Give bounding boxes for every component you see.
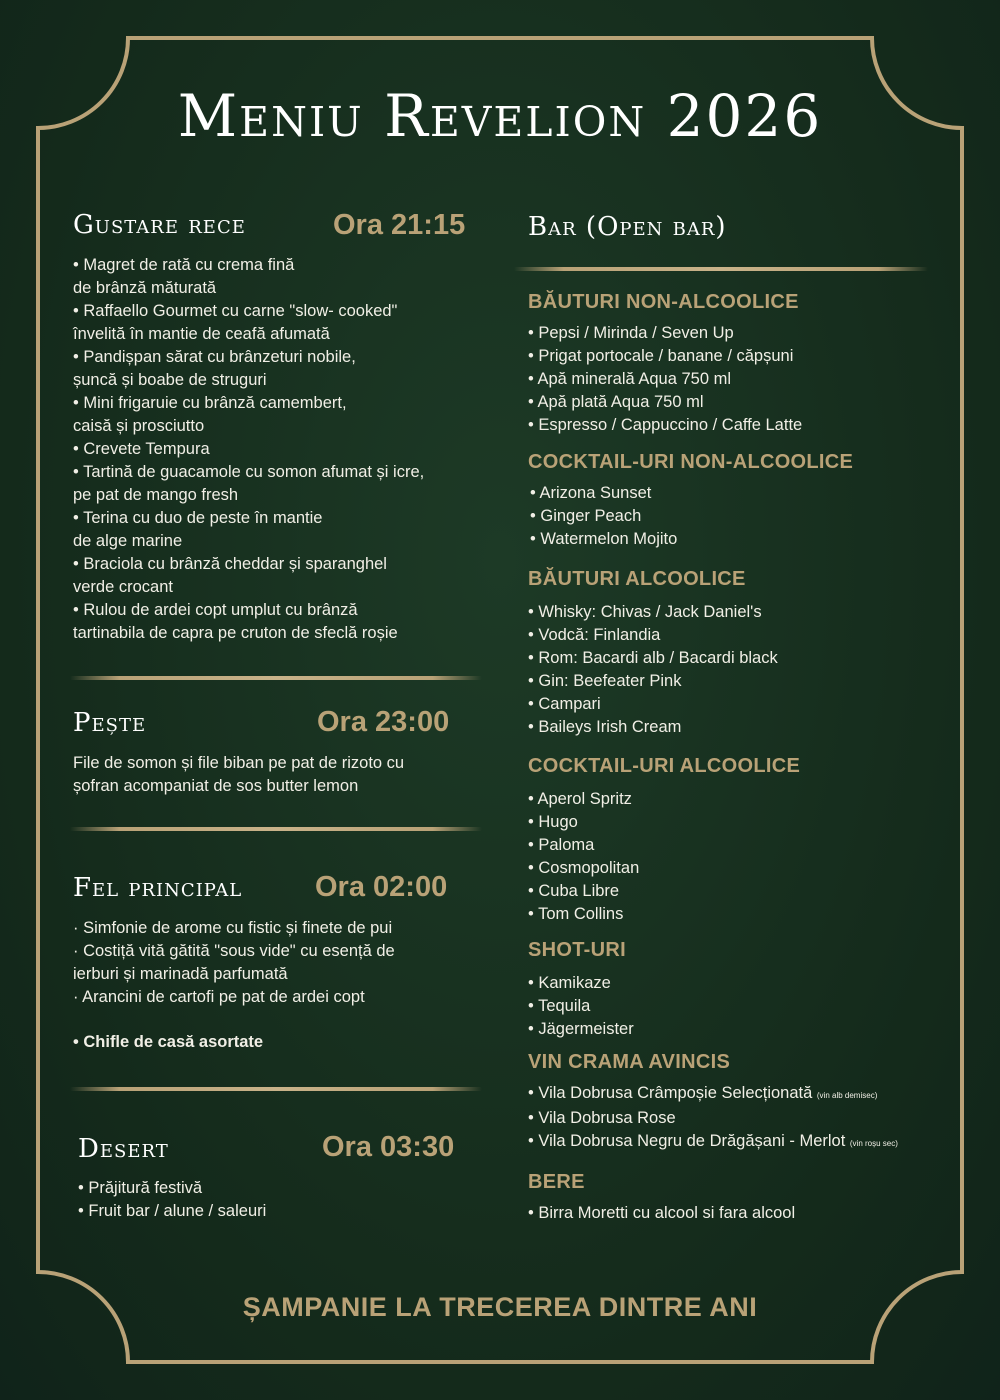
list-item: • Pepsi / Mirinda / Seven Up xyxy=(528,324,734,342)
list-item: ierburi și marinadă parfumată xyxy=(73,965,288,983)
wine-name: • Vila Dobrusa Negru de Drăgășani - Merlot xyxy=(528,1132,846,1150)
list-item xyxy=(528,1082,898,1107)
divider xyxy=(70,676,482,680)
list-item: • Cuba Libre xyxy=(528,882,620,900)
list-item: • Tom Collins xyxy=(528,905,624,923)
bar-group-list xyxy=(528,1202,795,1225)
section-time-desert: Ora 03:30 xyxy=(322,1131,455,1163)
list-item: • Apă minerală Aqua 750 ml xyxy=(528,370,731,388)
section-time-peste: Ora 23:00 xyxy=(317,706,450,738)
list-item: • Prigat portocale / banane / căpșuni xyxy=(528,347,794,365)
list-item: • Arizona Sunset xyxy=(530,484,652,502)
list-item: de alge marine xyxy=(73,532,183,550)
section-title-bar: Bar (Open bar) xyxy=(528,212,727,242)
list-item: • Campari xyxy=(528,695,601,713)
list-item: • Watermelon Mojito xyxy=(530,530,678,548)
list-item: File de somon și file biban pe pat de rizoto cu xyxy=(73,754,405,772)
bar-group-list xyxy=(528,1082,898,1155)
list-item: • Terina cu duo de peste în mantie xyxy=(73,509,323,527)
footer-champagne: ȘAMPANIE LA TRECEREA DINTRE ANI xyxy=(242,1292,758,1322)
list-item: • Tequila xyxy=(528,997,591,1015)
list-item: caisă și prosciutto xyxy=(73,417,205,435)
list-item: • Whisky: Chivas / Jack Daniel's xyxy=(528,603,762,621)
wine-note: (vin roșu sec) xyxy=(849,1139,898,1148)
list-item: • Vila Dobrusa Rose xyxy=(528,1109,676,1127)
list-item: • Jägermeister xyxy=(528,1020,634,1038)
list-item: de brânză măturată xyxy=(73,279,217,297)
peste-list xyxy=(73,752,404,798)
list-item: • Hugo xyxy=(528,813,578,831)
list-item: • Raffaello Gourmet cu carne "slow- cooked" xyxy=(73,302,398,320)
fel-principal-extra: • Chifle de casă asortate xyxy=(73,1033,264,1051)
list-item: • Birra Moretti cu alcool si fara alcool xyxy=(528,1204,796,1222)
section-title-fel-principal: Fel principal xyxy=(73,873,243,903)
bar-group-title: COCKTAIL-URI NON-ALCOOLICE xyxy=(528,451,854,473)
divider xyxy=(70,827,482,831)
section-title-peste: Pește xyxy=(73,708,147,738)
divider xyxy=(70,1087,482,1091)
list-item: șuncă și boabe de struguri xyxy=(73,371,267,389)
list-item: • Baileys Irish Cream xyxy=(528,718,682,736)
bar-group-title: BĂUTURI ALCOOLICE xyxy=(528,568,746,590)
list-item: • Kamikaze xyxy=(528,974,611,992)
list-item: • Espresso / Cappuccino / Caffe Latte xyxy=(528,416,803,434)
bar-group-title: COCKTAIL-URI ALCOOLICE xyxy=(528,755,801,777)
bar-group-title: VIN CRAMA AVINCIS xyxy=(528,1051,731,1073)
bar-group-list xyxy=(528,601,778,739)
list-item: învelită în mantie de ceafă afumată xyxy=(73,325,330,343)
gustare-list xyxy=(73,254,424,645)
section-title-desert: Desert xyxy=(78,1134,169,1164)
bar-group-title: BERE xyxy=(528,1171,585,1193)
section-title-gustare: Gustare rece xyxy=(73,210,246,240)
list-item: • Tartină de guacamole cu somon afumat și icre, xyxy=(73,463,425,481)
list-item: • Cosmopolitan xyxy=(528,859,640,877)
list-item: șofran acompaniat de sos butter lemon xyxy=(73,777,359,795)
list-item: • Ginger Peach xyxy=(530,507,642,525)
bar-group-list xyxy=(530,482,677,551)
list-item: · Arancini de cartofi pe pat de ardei copt xyxy=(73,988,365,1006)
bar-group-title: BĂUTURI NON-ALCOOLICE xyxy=(528,291,799,313)
section-time-fel-principal: Ora 02:00 xyxy=(315,871,448,903)
list-item: • Braciola cu brânză cheddar și sparanghel xyxy=(73,555,387,573)
list-item: · Simfonie de arome cu fistic și finete de pui xyxy=(73,919,393,937)
list-item: pe pat de mango fresh xyxy=(73,486,239,504)
section-time-gustare: Ora 21:15 xyxy=(333,209,466,241)
list-item: • Vodcă: Finlandia xyxy=(528,626,661,644)
list-item: • Pandișpan sărat cu brânzeturi nobile, xyxy=(73,348,356,366)
list-item: verde crocant xyxy=(73,578,173,596)
bar-group-list xyxy=(528,322,802,437)
list-item: • Aperol Spritz xyxy=(528,790,632,808)
menu-title: Meniu Revelion 2026 xyxy=(177,82,823,150)
divider xyxy=(514,267,928,271)
list-item: • Apă plată Aqua 750 ml xyxy=(528,393,704,411)
list-item: • Mini frigaruie cu brânză camembert, xyxy=(73,394,347,412)
list-item xyxy=(528,1130,898,1155)
list-item: • Crevete Tempura xyxy=(73,440,210,458)
list-item: • Rulou de ardei copt umplut cu brânză xyxy=(73,601,358,619)
bar-group-list xyxy=(528,972,634,1041)
list-item: • Magret de rată cu crema fină xyxy=(73,256,295,274)
bar-group-title: SHOT-URI xyxy=(528,939,626,961)
list-item: tartinabila de capra pe cruton de sfeclă roșie xyxy=(73,624,398,642)
list-item: • Paloma xyxy=(528,836,595,854)
bar-group-list xyxy=(528,788,639,926)
list-item: • Rom: Bacardi alb / Bacardi black xyxy=(528,649,778,667)
list-item: • Gin: Beefeater Pink xyxy=(528,672,682,690)
desert-list xyxy=(78,1177,266,1223)
fel-principal-list xyxy=(73,917,395,1009)
list-item: · Costiță vită gătită "sous vide" cu esență de xyxy=(73,942,395,960)
list-item: • Prăjitură festivă xyxy=(78,1179,203,1197)
wine-name: • Vila Dobrusa Crâmpoșie Selecționată xyxy=(528,1084,813,1102)
wine-note: (vin alb demisec) xyxy=(816,1091,878,1100)
list-item: • Fruit bar / alune / saleuri xyxy=(78,1202,267,1220)
